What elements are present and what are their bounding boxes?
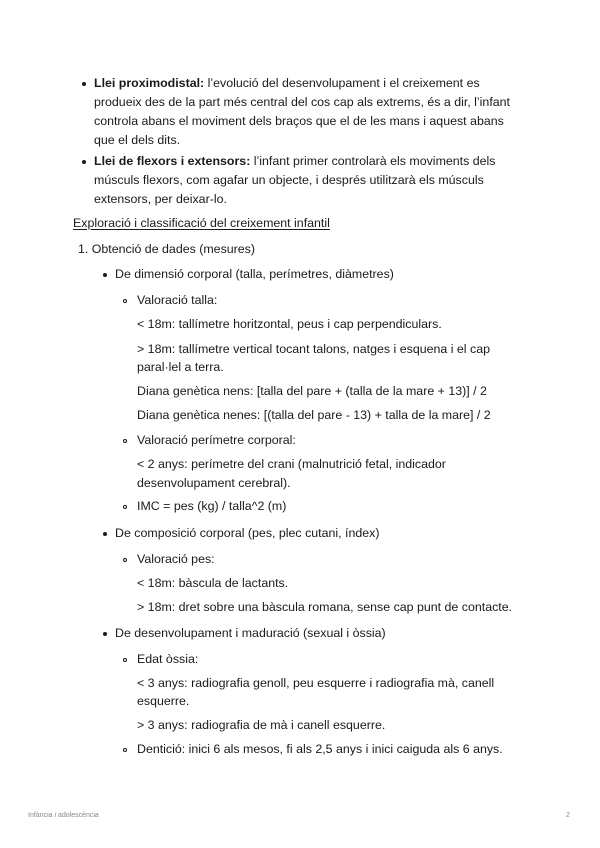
bullet-flexors-line1: Llei de flexors i extensors: l’infant primer controlarà els moviments dels xyxy=(94,154,496,168)
bullet-dot-icon xyxy=(82,160,86,164)
talla-label: Valoració talla: xyxy=(137,293,218,307)
bullet-dot-icon xyxy=(103,273,107,277)
dimension-title: De dimensió corporal (talla, perímetres, diàmetres) xyxy=(115,267,394,281)
bullet-circle-icon xyxy=(123,658,127,662)
talla-line2a: > 18m: tallímetre vertical tocant talons, natges i esquena i el cap xyxy=(137,342,490,356)
bullet-circle-icon xyxy=(123,558,127,562)
bullet-flexors-line3: extensors, per deixar-lo. xyxy=(94,192,227,206)
footer-title: Infància i adolescència xyxy=(28,812,99,819)
bullet-circle-icon xyxy=(123,439,127,443)
talla-line1: < 18m: tallímetre horitzontal, peus i cap perpendiculars. xyxy=(137,317,442,331)
imc-formula: IMC = pes (kg) / talla^2 (m) xyxy=(137,499,287,513)
term-flexors: Llei de flexors i extensors: xyxy=(94,154,251,168)
bullet-proximodistal-line4: que el dels dits. xyxy=(94,133,181,147)
term-proximodistal: Llei proximodistal: xyxy=(94,76,205,90)
bullet-circle-icon xyxy=(123,299,127,303)
maduracio-title: De desenvolupament i maduració (sexual i òssia) xyxy=(115,626,386,640)
pes-label: Valoració pes: xyxy=(137,552,215,566)
bullet-circle-icon xyxy=(123,748,127,752)
pes-line2: > 18m: dret sobre una bàscula romana, sense cap punt de contacte. xyxy=(137,600,513,614)
page-number: 2 xyxy=(566,812,570,819)
talla-line2b: paral·lel a terra. xyxy=(137,360,224,374)
ossia-line1a: < 3 anys: radiografia genoll, peu esquerre i radiografia mà, canell xyxy=(137,676,495,690)
perimetre-line1a: < 2 anys: perímetre del crani (malnutrició fetal, indicador xyxy=(137,457,446,471)
denticio: Dentició: inici 6 als mesos, fi als 2,5 anys i inici caiguda als 6 anys. xyxy=(137,742,503,756)
numbered-item-1: 1. Obtenció de dades (mesures) xyxy=(78,242,256,256)
bullet-proximodistal-line3: controla abans el moviment dels braços que el de les mans i aquest abans xyxy=(94,114,504,128)
pes-line1: < 18m: bàscula de lactants. xyxy=(137,576,289,590)
bullet-flexors-line2: músculs flexors, com agafar un objecte, i després utilitzarà els músculs xyxy=(94,173,484,187)
bullet-dot-icon xyxy=(103,632,107,636)
bullet-proximodistal-line2: produeix des de la part més central del cos cap als extrems, és a dir, l’infant xyxy=(94,95,510,109)
perimetre-label: Valoració perímetre corporal: xyxy=(137,433,296,447)
talla-line4: Diana genètica nenes: [(talla del pare - 13) + talla de la mare] / 2 xyxy=(137,408,491,422)
talla-line3: Diana genètica nens: [talla del pare + (talla de la mare + 13)] / 2 xyxy=(137,384,487,398)
ossia-line1b: esquerre. xyxy=(137,694,190,708)
perimetre-line1b: desenvolupament cerebral). xyxy=(137,476,291,490)
bullet-circle-icon xyxy=(123,505,127,509)
composicio-title: De composició corporal (pes, plec cutani, índex) xyxy=(115,526,380,540)
bullet-proximodistal-line1: Llei proximodistal: l’evolució del desenvolupament i el creixement es xyxy=(94,76,480,90)
bullet-dot-icon xyxy=(82,82,86,86)
ossia-label: Edat òssia: xyxy=(137,652,199,666)
bullet-dot-icon xyxy=(103,532,107,536)
section-heading: Exploració i classificació del creixement infantil xyxy=(73,216,330,230)
ossia-line2: > 3 anys: radiografia de mà i canell esquerre. xyxy=(137,718,386,732)
